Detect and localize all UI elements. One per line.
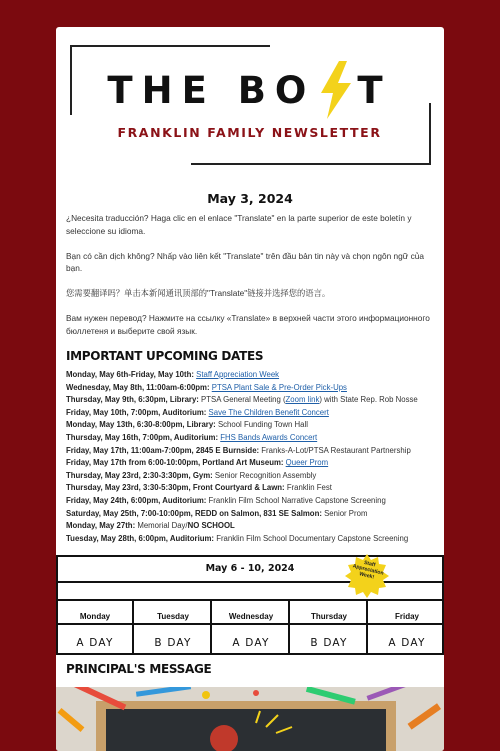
event-item <box>66 495 442 508</box>
day-rotation: A DAY <box>388 637 426 649</box>
newsletter-subtitle: FRANKLIN FAMILY NEWSLETTER <box>117 125 382 140</box>
event-link[interactable]: Staff Appreciation Week <box>196 370 280 379</box>
event-when: Friday, May 17th, 11:00am-7:00pm, 2845 E Burnside: <box>66 445 260 455</box>
event-description-tail: ) with State Rep. Rob Nosse <box>319 395 418 405</box>
event-item <box>66 508 442 521</box>
event-description: PTSA General Meeting ( <box>198 395 286 405</box>
masthead <box>68 43 431 165</box>
event-description: School Funding Town Hall <box>215 420 308 430</box>
event-when: Saturday, May 25th, 7:00-10:00pm, REDD on Salmon, 831 SE Salmon: <box>66 508 322 518</box>
event-item <box>66 470 442 483</box>
event-when: Thursday, May 23rd, 3:30-5:30pm, Front Courtyard & Lawn: <box>66 483 285 493</box>
event-description: Senior Prom <box>321 508 368 518</box>
translation-note-chinese: 您需要翻译吗？单击本新闻通讯顶部的"Translate"链接并选择您的语言。 <box>66 288 331 298</box>
week-divider <box>56 623 444 625</box>
day-name: Monday <box>79 612 111 621</box>
event-when: Monday, May 13th, 6:30-8:00pm, Library: <box>66 420 216 430</box>
event-when: Thursday, May 23rd, 2:30-3:30pm, Gym: <box>66 470 213 480</box>
event-item <box>66 369 442 382</box>
event-when: Monday, May 6th-Friday, May 10th: <box>66 370 194 379</box>
event-link[interactable]: Zoom link <box>285 395 320 405</box>
title-left: THE BO <box>107 69 316 112</box>
event-item <box>66 457 442 470</box>
event-item <box>66 432 442 445</box>
event-item <box>66 482 442 495</box>
event-description: Franklin Film School Narrative Capstone Screening <box>206 495 386 505</box>
event-description: Franklin Film School Documentary Capstone Screening <box>214 533 409 543</box>
week-title: May 6 - 10, 2024 <box>205 563 295 574</box>
day-name: Thursday <box>310 612 347 621</box>
week-divider <box>56 599 444 601</box>
event-item <box>66 382 442 395</box>
day-name: Friday <box>394 612 419 621</box>
translation-note-vietnamese: Bạn có cần dịch không? Nhấp vào liên kết "Translate" trên đầu bản tin này và chọn ngôn ngữ của bạn. <box>66 250 424 273</box>
issue-date: May 3, 2024 <box>207 191 293 206</box>
badge-text: Staff Appreciation Week! <box>351 559 385 581</box>
day-name: Tuesday <box>157 612 189 621</box>
title-right: T <box>357 69 392 112</box>
masthead-frame-bottom <box>191 163 431 165</box>
event-item <box>66 407 442 420</box>
principal-message-heading: PRINCIPAL'S MESSAGE <box>66 662 212 676</box>
principal-photo <box>56 687 444 751</box>
event-when: Friday, May 17th from 6:00-10:00pm, Portland Art Museum: <box>66 458 284 468</box>
upcoming-events-list <box>66 369 442 545</box>
event-when: Wednesday, May 8th, 11:00am-6:00pm: <box>66 382 210 392</box>
event-item <box>66 419 442 432</box>
event-description: Senior Recognition Assembly <box>212 470 317 480</box>
event-link[interactable]: Queer Prom <box>285 458 329 468</box>
event-link[interactable]: FHS Bands Awards Concert <box>220 432 318 442</box>
day-rotation: B DAY <box>310 637 348 649</box>
event-description: Franklin Fest <box>284 483 332 493</box>
event-description: Memorial Day/ <box>135 521 188 531</box>
event-when: Tuesday, May 28th, 6:00pm, Auditorium: <box>66 533 215 543</box>
newsletter-card <box>56 27 444 751</box>
translation-note-spanish: ¿Necesita traducción? Haga clic en el enlace "Translate" en la parte superior de este boletín y seleccione su idioma. <box>66 213 412 236</box>
event-when: Thursday, May 9th, 6:30pm, Library: <box>66 395 199 405</box>
event-link[interactable]: Save The Children Benefit Concert <box>208 407 329 417</box>
event-item <box>66 394 442 407</box>
masthead-frame-top <box>70 45 270 47</box>
day-name: Wednesday <box>228 612 274 621</box>
translation-note-russian: Вам нужен перевод? Нажмите на ссылку «Translate» в верхней части этого информационного бюллетеня и выберите свой язык. <box>66 313 430 336</box>
event-when: Thursday, May 16th, 7:00pm, Auditorium: <box>66 432 219 442</box>
event-when: Friday, May 24th, 6:00pm, Auditorium: <box>66 495 207 505</box>
event-when: Monday, May 27th: <box>66 521 136 531</box>
translation-notes <box>66 212 438 350</box>
lightning-bolt-icon <box>317 61 355 119</box>
event-description: Franks-A-Lot/PTSA Restaurant Partnership <box>259 445 411 455</box>
newsletter-title <box>68 61 431 119</box>
event-when: Friday, May 10th, 7:00pm, Auditorium: <box>66 407 207 417</box>
upcoming-dates-heading: IMPORTANT UPCOMING DATES <box>66 349 264 363</box>
event-link[interactable]: PTSA Plant Sale & Pre-Order Pick-Ups <box>211 382 347 392</box>
day-rotation: A DAY <box>232 637 270 649</box>
event-emphasis: NO SCHOOL <box>187 521 235 531</box>
day-rotation: A DAY <box>76 637 114 649</box>
event-item <box>66 445 442 458</box>
event-item <box>66 520 442 533</box>
day-rotation: B DAY <box>154 637 192 649</box>
event-item <box>66 533 442 546</box>
